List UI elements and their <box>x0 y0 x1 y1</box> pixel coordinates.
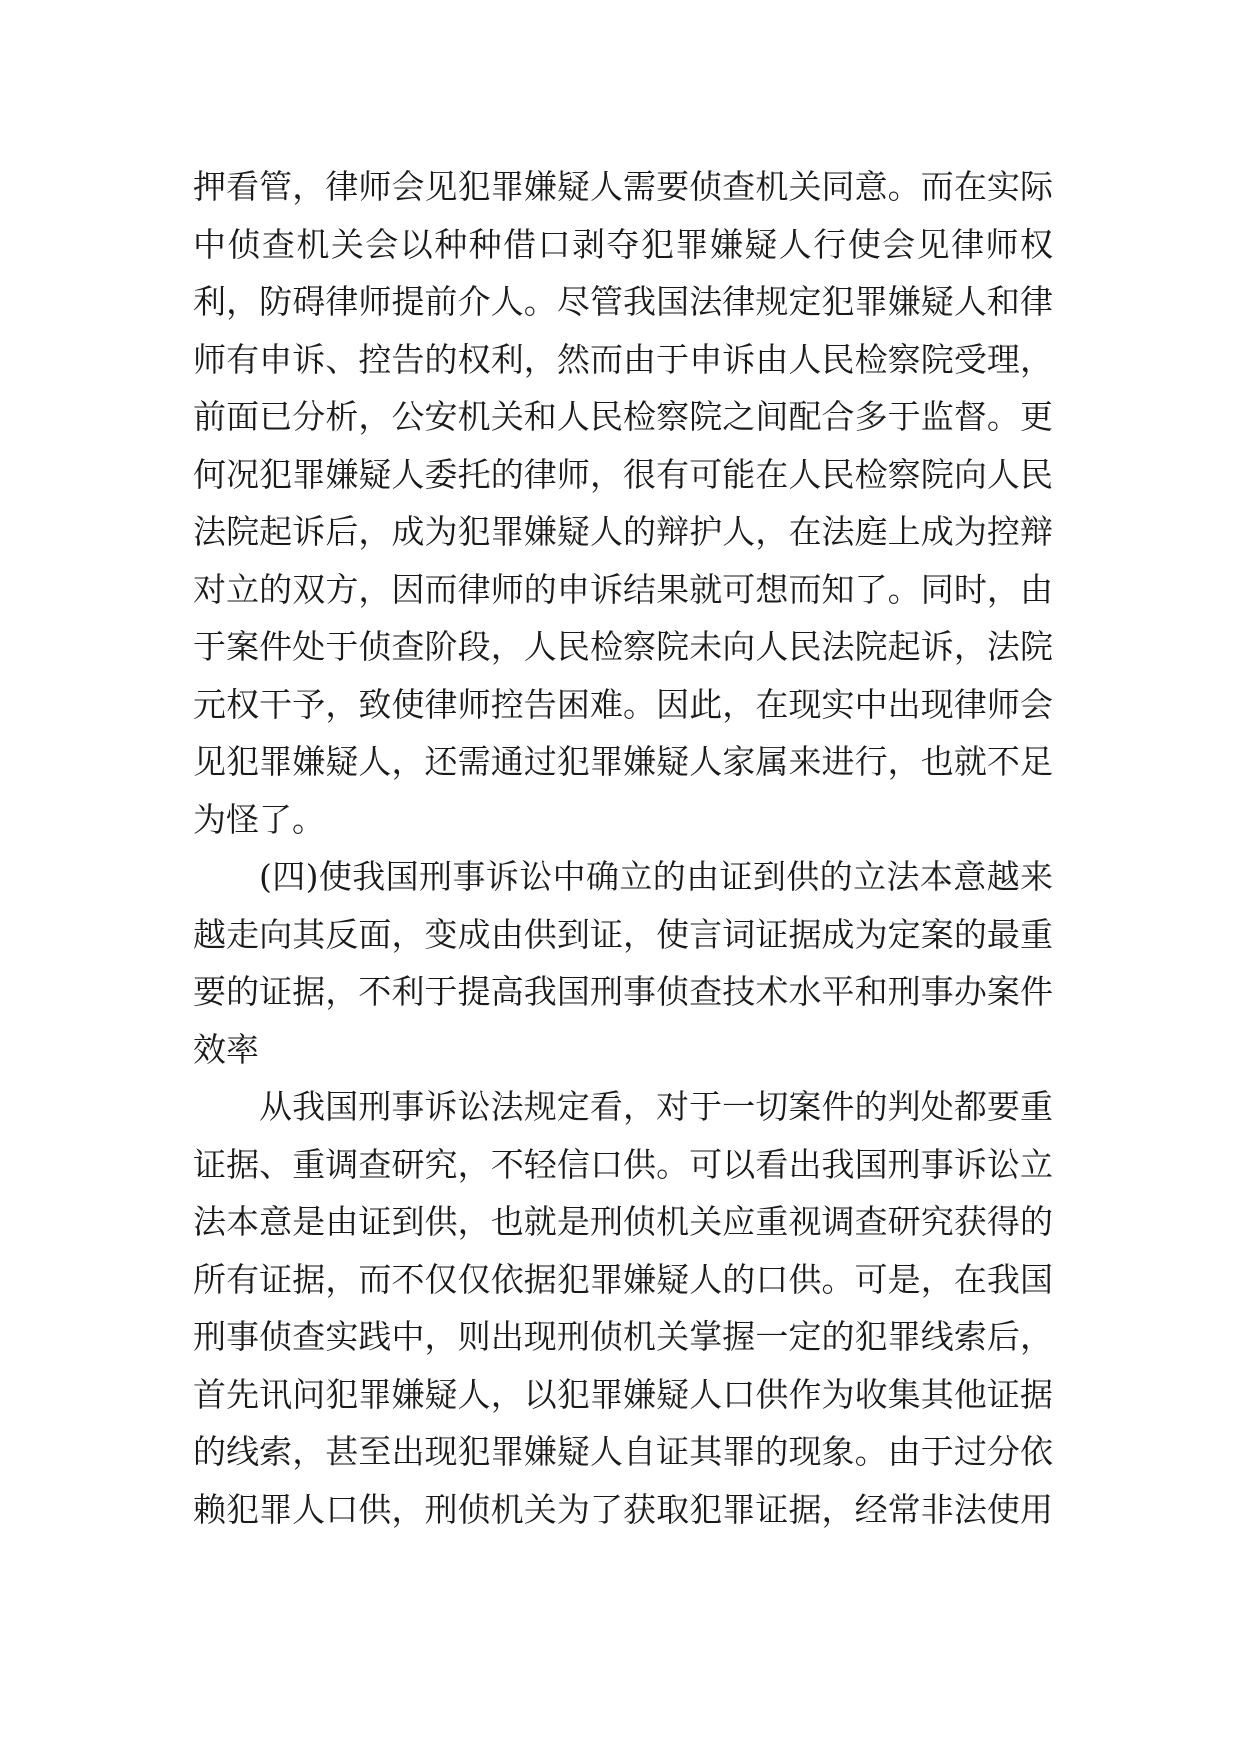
paragraph-2-section-heading <box>193 848 1053 1078</box>
text-line: 法本意是由证到供，也就是刑侦机关应重视调查研究获得的 <box>193 1202 1053 1241</box>
text-line: 前面已分析，公安机关和人民检察院之间配合多于监督。更 <box>193 397 1053 436</box>
paragraph-3 <box>193 1078 1053 1538</box>
document-body <box>193 158 1053 1538</box>
text-line: 中侦查机关会以种种借口剥夺犯罪嫌疑人行使会见律师权 <box>193 224 1053 264</box>
text-line: 的线索，甚至出现犯罪嫌疑人自证其罪的现象。由于过分依 <box>193 1432 1053 1471</box>
text-line: 对立的双方，因而律师的申诉结果就可想而知了。同时，由 <box>193 569 1053 609</box>
text-line: 为怪了。 <box>193 799 325 839</box>
text-line: 法院起诉后，成为犯罪嫌疑人的辩护人，在法庭上成为控辩 <box>193 512 1053 551</box>
text-line: (四)使我国刑事诉讼中确立的由证到供的立法本意越来 <box>259 857 1053 896</box>
text-line: 所有证据，而不仅仅依据犯罪嫌疑人的口供。可是，在我国 <box>193 1259 1053 1299</box>
text-line: 越走向其反面，变成由供到证，使言词证据成为定案的最重 <box>193 914 1053 954</box>
text-line: 要的证据，不利于提高我国刑事侦查技术水平和刑事办案件 <box>193 972 1053 1011</box>
text-line: 证据、重调查研究，不轻信口供。可以看出我国刑事诉讼立 <box>193 1144 1053 1184</box>
text-line: 利，防碍律师提前介人。尽管我国法律规定犯罪嫌疑人和律 <box>193 282 1053 321</box>
text-line: 见犯罪嫌疑人，还需通过犯罪嫌疑人家属来进行，也就不足 <box>193 742 1053 781</box>
text-line: 何况犯罪嫌疑人委托的律师，很有可能在人民检察院向人民 <box>193 454 1053 494</box>
paragraph-1 <box>193 158 1053 848</box>
text-line: 师有申诉、控告的权利，然而由于申诉由人民检察院受理， <box>193 339 1053 379</box>
text-line: 效率 <box>193 1029 259 1069</box>
text-line: 于案件处于侦查阶段，人民检察院未向人民法院起诉，法院 <box>193 627 1053 666</box>
text-line: 赖犯罪人口供，刑侦机关为了获取犯罪证据，经常非法使用 <box>193 1489 1053 1529</box>
text-line: 从我国刑事诉讼法规定看，对于一切案件的判处都要重 <box>259 1087 1053 1126</box>
text-line: 刑事侦查实践中，则出现刑侦机关掌握一定的犯罪线索后， <box>193 1317 1053 1356</box>
text-line: 元权干予，致使律师控告困难。因此，在现实中出现律师会 <box>193 684 1053 724</box>
text-line: 首先讯问犯罪嫌疑人，以犯罪嫌疑人口供作为收集其他证据 <box>193 1374 1053 1414</box>
text-line: 押看管，律师会见犯罪嫌疑人需要侦查机关同意。而在实际 <box>193 167 1053 206</box>
